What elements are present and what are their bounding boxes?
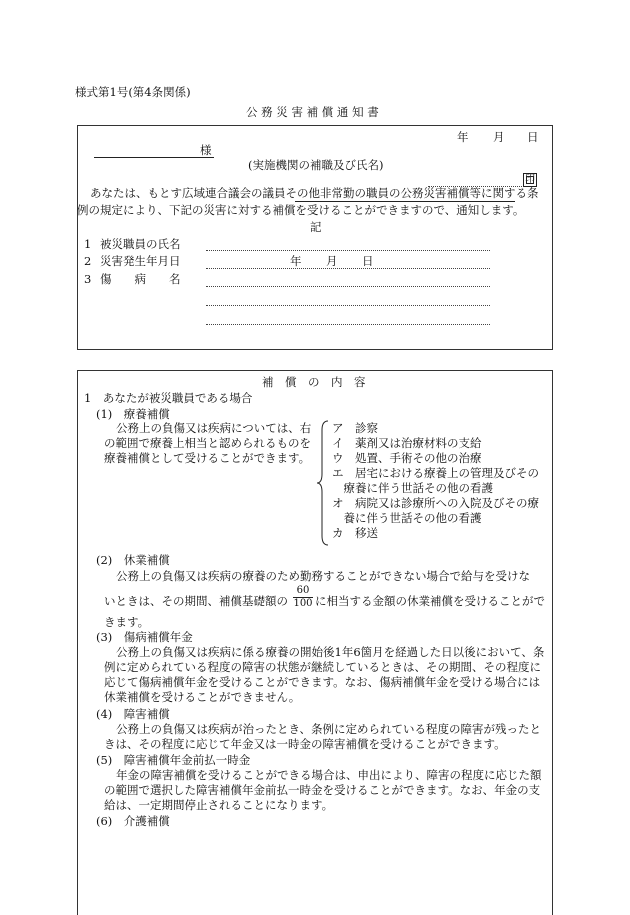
fraction-60-100 xyxy=(293,586,313,609)
item-1-label: 被災職員の氏名 xyxy=(100,237,181,251)
notice-body-2: 例の規定により、下記の災害に対する補償を受けることができますので、通知します。 xyxy=(77,203,525,217)
item-2-dotline xyxy=(206,268,490,269)
s2-title: (2) 休業補償 xyxy=(96,553,170,567)
s1-right-ka: カ 移送 xyxy=(332,526,378,540)
s5-line-1: 年金の障害補償を受けることができる場合は、申出により、障害の程度に応じた額 xyxy=(116,768,542,782)
notice-body-1: あなたは、もとす広域連合議会の議員その他非常勤の職員の公務災害補償等に関する条 xyxy=(90,186,539,200)
item-2-label: 災害発生年月日 xyxy=(100,254,181,268)
fraction-denominator: 100 xyxy=(293,598,313,609)
s2-line-1: 公務上の負傷又は疾病の療養のため勤務することができない場合で給与を受けな xyxy=(116,569,530,583)
s1-right-e: エ 居宅における療養上の管理及びその xyxy=(332,466,539,480)
addressee-line xyxy=(94,157,214,158)
date-year: 年 xyxy=(457,130,469,144)
accident-year: 年 xyxy=(290,254,302,268)
seal-mark: 印 xyxy=(525,174,535,185)
item-1-dotline xyxy=(206,250,490,251)
body-underline xyxy=(295,201,515,202)
s4-line-1: 公務上の負傷又は疾病が治ったとき、条例に定められている程度の障害が残ったと xyxy=(116,722,542,736)
s3-line-3: 応じて傷病補償年金を受けることができます。なお、傷病補償年金を受ける場合には xyxy=(104,675,541,689)
s2-line-2b: に相当する金額の休業補償を受けることがで xyxy=(315,594,545,608)
s1-right-e2: 療養に伴う世話その他の看護 xyxy=(332,481,493,495)
doc-title: 公 務 災 害 補 償 通 知 書 xyxy=(246,105,379,119)
s1-right-a: ア 診察 xyxy=(332,421,378,435)
s3-line-2: 例に定められている程度の障害の状態が継続しているときは、その期間、その程度に xyxy=(104,660,541,674)
s1-left-2: の範囲で療養上相当と認められるものを xyxy=(104,436,311,450)
form-number: 様式第1号(第4条関係) xyxy=(75,85,191,99)
issuer-label: (実施機関の補職及び氏名) xyxy=(248,158,384,172)
s2-line-3: きます。 xyxy=(104,615,150,629)
item-1-num: 1 xyxy=(84,237,92,251)
s4-line-2: きは、その程度に応じて年金又は一時金の障害補償を受けることができます。 xyxy=(104,737,506,751)
accident-month: 月 xyxy=(326,254,338,268)
s1-right-o: オ 病院又は診療所への入院及びその療 xyxy=(332,496,539,510)
s5-line-3: 給は、一定期間停止されることになります。 xyxy=(104,798,334,812)
s4-title: (4) 障害補償 xyxy=(96,707,170,721)
s3-title: (3) 傷病補償年金 xyxy=(96,630,193,644)
item-3-num: 3 xyxy=(84,272,92,286)
ki-label: 記 xyxy=(310,220,322,234)
date-month: 月 xyxy=(493,130,505,144)
s1-right-u: ウ 処置、手術その他の治療 xyxy=(332,451,482,465)
item-3-label: 傷 病 名 xyxy=(100,272,181,286)
date-day: 日 xyxy=(527,130,539,144)
s3-line-1: 公務上の負傷又は疾病に係る療養の開始後1年6箇月を経過した日以後において、条 xyxy=(116,645,545,659)
item-2-num: 2 xyxy=(84,254,92,268)
accident-day: 日 xyxy=(362,254,374,268)
s2-line-2a: いときは、その期間、補償基礎額の xyxy=(104,594,288,608)
s5-line-2: の範囲で選択した障害補償年金前払一時金を受けることができます。なお、年金の支 xyxy=(104,783,541,797)
s6-title: (6) 介護補償 xyxy=(96,814,170,828)
item-3-dotline-2 xyxy=(206,305,490,306)
s5-title: (5) 障害補償年金前払一時金 xyxy=(96,753,251,767)
s1-left-1: 公務上の負傷又は疾病については、右 xyxy=(116,421,312,435)
s1-title: (1) 療養補償 xyxy=(96,407,170,421)
honorific: 様 xyxy=(200,143,212,157)
section-1-heading: 1 あなたが被災職員である場合 xyxy=(84,391,253,405)
s1-right-i: イ 薬剤又は治療材料の支給 xyxy=(332,436,482,450)
fraction-numerator: 60 xyxy=(296,585,310,596)
s3-line-4: 休業補償を受けることができません。 xyxy=(104,690,301,704)
content-heading: 補 償 の 内 容 xyxy=(262,375,366,389)
item-3-dotline-1 xyxy=(206,286,490,287)
brace-icon xyxy=(316,420,330,546)
s1-left-3: 療養補償として受けることができます。 xyxy=(104,451,311,465)
s1-right-o2: 養に伴う世話その他の看護 xyxy=(332,511,482,525)
item-3-dotline-3 xyxy=(206,324,490,325)
